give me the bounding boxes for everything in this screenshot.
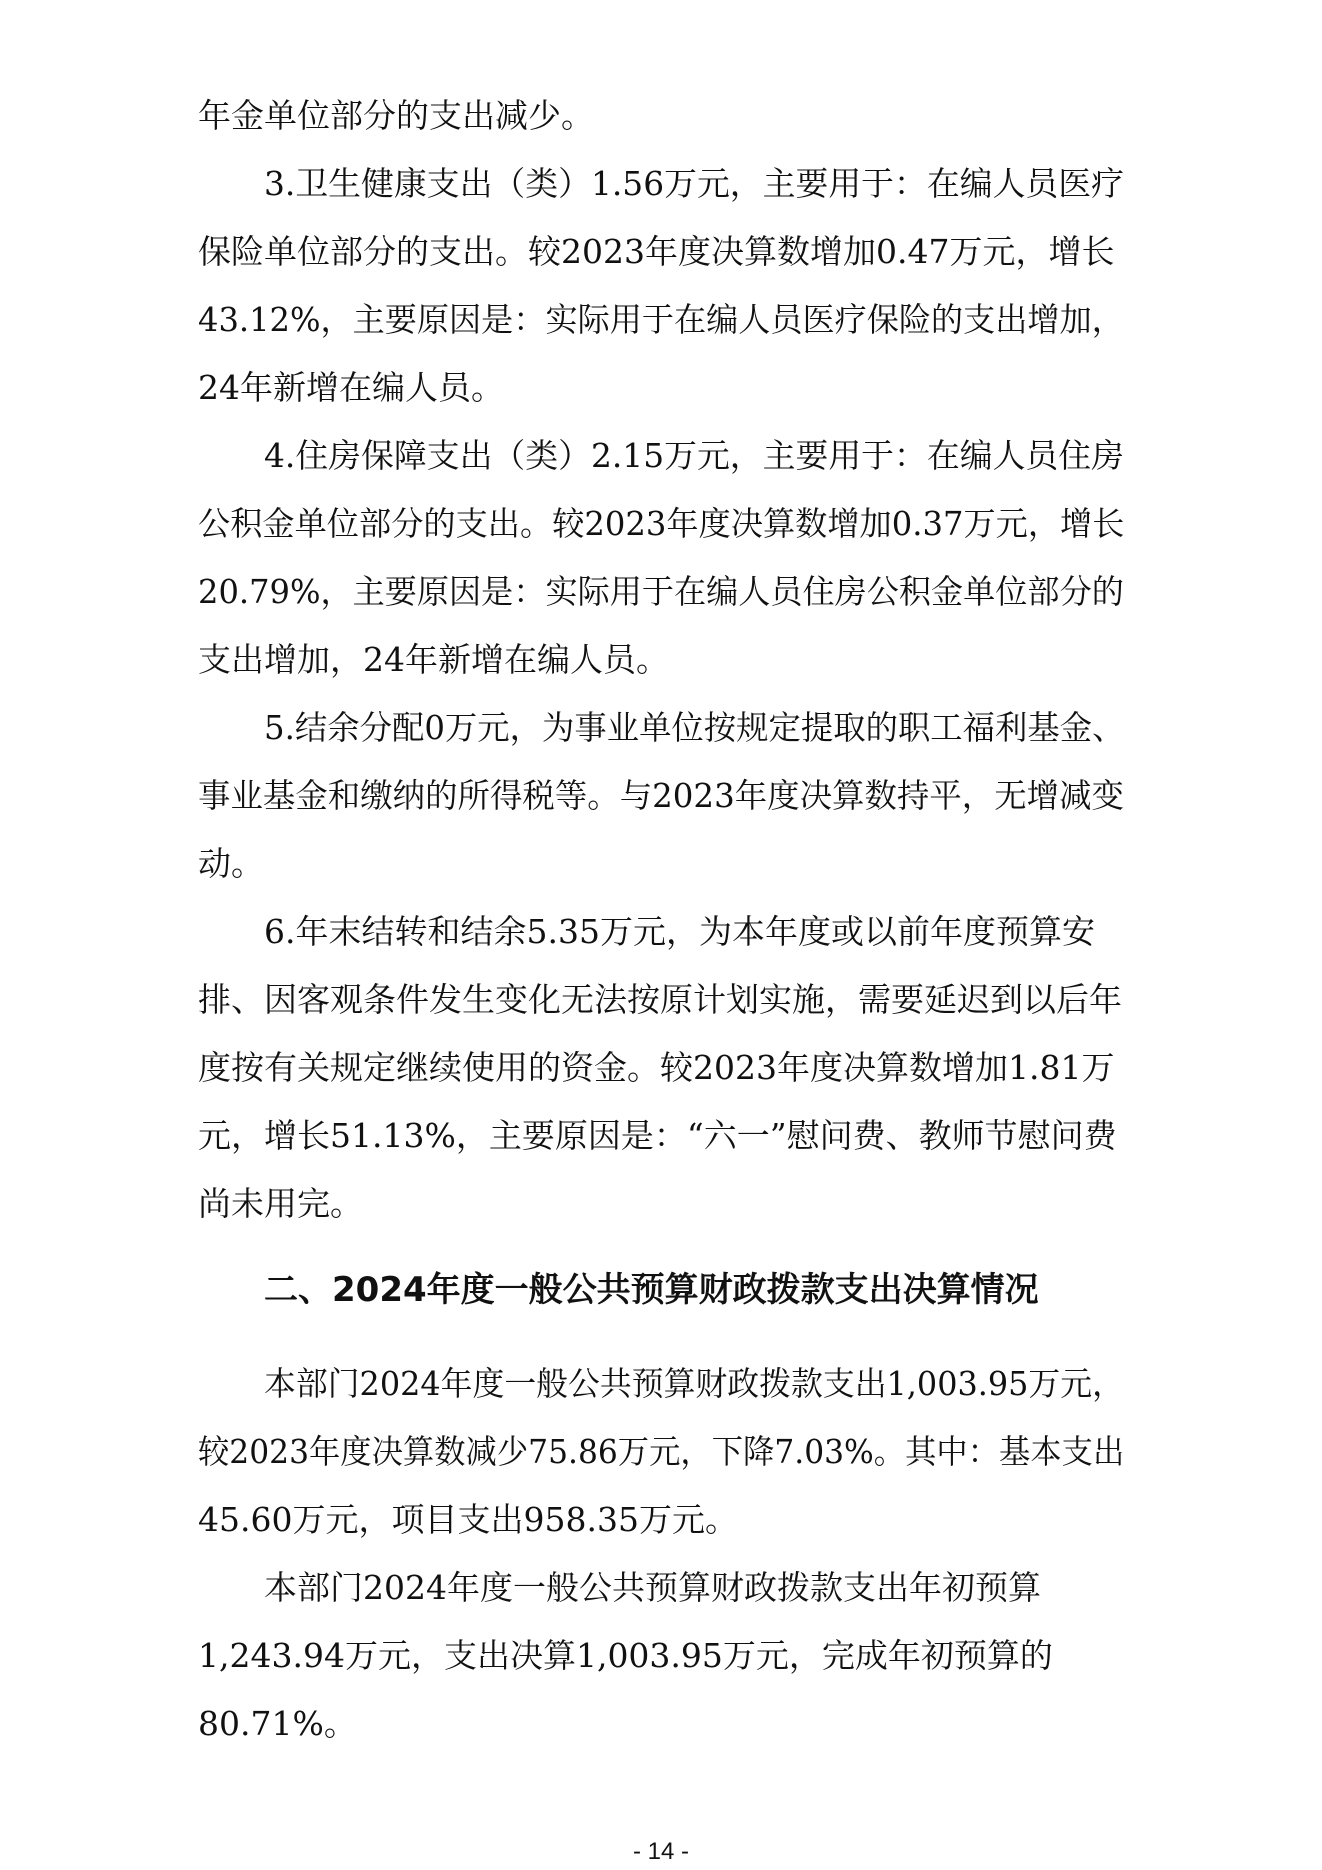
paragraph-line (0, 698, 1322, 758)
paragraph-line (0, 222, 1322, 282)
line-text: 本部门2024年度一般公共预算财政拨款支出年初预算 (264, 1568, 1041, 1607)
line-text: 支出增加，24年新增在编人员。 (198, 640, 669, 679)
paragraph-line (0, 494, 1322, 554)
line-text: 24年新增在编人员。 (198, 368, 504, 407)
line-text: 3.卫生健康支出（类）1.56万元，主要用于：在编人员医疗 (264, 164, 1124, 203)
paragraph-line (0, 358, 1322, 418)
paragraph-line (0, 426, 1322, 486)
line-text: 事业基金和缴纳的所得税等。与2023年度决算数持平，无增减变 (198, 776, 1124, 815)
paragraph-line (0, 970, 1322, 1030)
line-text: 20.79%，主要原因是：实际用于在编人员住房公积金单位部分的 (198, 572, 1124, 611)
section-heading (0, 1260, 1322, 1320)
paragraph-line (0, 1558, 1322, 1618)
line-text: 排、因客观条件发生变化无法按原计划实施，需要延迟到以后年 (198, 980, 1122, 1019)
line-text: 较2023年度决算数减少75.86万元，下降7.03%。其中：基本支出 (198, 1432, 1125, 1471)
line-text: 公积金单位部分的支出。较2023年度决算数增加0.37万元，增长 (198, 504, 1125, 543)
paragraph-line (0, 1354, 1322, 1414)
line-text: 保险单位部分的支出。较2023年度决算数增加0.47万元，增长 (198, 232, 1115, 271)
paragraph-line (0, 1490, 1322, 1550)
line-text: 43.12%，主要原因是：实际用于在编人员医疗保险的支出增加， (198, 300, 1124, 339)
line-text: 5.结余分配0万元，为事业单位按规定提取的职工福利基金、 (264, 708, 1125, 747)
paragraph-line (0, 1422, 1322, 1482)
line-text: 尚未用完。 (198, 1184, 363, 1223)
paragraph-line (0, 630, 1322, 690)
paragraph-line (0, 834, 1322, 894)
line-text: 年金单位部分的支出减少。 (198, 96, 594, 135)
line-text: 动。 (198, 844, 264, 883)
line-text: 6.年末结转和结余5.35万元，为本年度或以前年度预算安 (264, 912, 1095, 951)
paragraph-line (0, 766, 1322, 826)
paragraph-line (0, 86, 1322, 146)
paragraph-line (0, 1106, 1322, 1166)
paragraph-line (0, 1038, 1322, 1098)
paragraph-line (0, 1174, 1322, 1234)
line-text: 度按有关规定继续使用的资金。较2023年度决算数增加1.81万 (198, 1048, 1115, 1087)
paragraph-line (0, 562, 1322, 622)
page-number: - 14 - (632, 1838, 689, 1865)
line-text: 本部门2024年度一般公共预算财政拨款支出1,003.95万元， (264, 1364, 1124, 1403)
paragraph-line (0, 902, 1322, 962)
section-heading-text: 二、2024年度一般公共预算财政拨款支出决算情况 (264, 1270, 1039, 1310)
line-text: 1,243.94万元，支出决算1,003.95万元，完成年初预算的 (198, 1636, 1053, 1675)
line-text: 80.71%。 (198, 1704, 357, 1743)
line-text: 元，增长51.13%，主要原因是：“六一”慰问费、教师节慰问费 (198, 1116, 1117, 1155)
paragraph-line (0, 1626, 1322, 1686)
paragraph-line (0, 290, 1322, 350)
paragraph-line (0, 1694, 1322, 1754)
line-text: 45.60万元，项目支出958.35万元。 (198, 1500, 738, 1539)
paragraph-line (0, 154, 1322, 214)
line-text: 4.住房保障支出（类）2.15万元，主要用于：在编人员住房 (264, 436, 1124, 475)
